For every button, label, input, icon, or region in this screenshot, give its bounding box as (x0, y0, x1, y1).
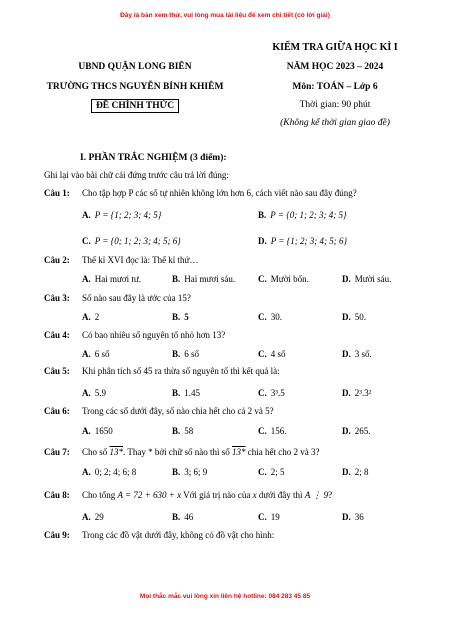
option-c[interactable]: C. 4 số (258, 349, 286, 359)
option-c[interactable]: C. 156. (258, 426, 287, 436)
hotline-banner: Mọi thắc mắc vui lòng xin liên hệ hotline: 084 283 45 85 (139, 593, 311, 600)
option-d[interactable]: D. P = {1; 2; 3; 4; 5; 6} (258, 236, 348, 246)
option-c[interactable]: C. 30. (258, 312, 282, 322)
option-b[interactable]: B. 46 (172, 512, 194, 522)
option-b[interactable]: B. P = {0; 1; 2; 3; 4; 5} (258, 210, 347, 220)
question-1 (44, 188, 357, 198)
question-5: Câu 5: Khi phân tích số 45 ra thừa số nguyên tố thì kết quả là: (44, 366, 280, 376)
subject: Môn: TOÁN – Lớp 6 (292, 82, 378, 92)
option-d[interactable]: D. 2³.3² (342, 388, 372, 398)
question-9: Câu 9: Trong các đồ vật dưới đây, không có đồ vật cho hình: (44, 530, 275, 540)
option-b[interactable]: B. 58 (172, 426, 194, 436)
question-7: Câu 7: Cho số 13*. Thay * bởi chữ số nào thì số 13* chia hết cho 2 và 3? (44, 447, 320, 457)
question-8: Câu 8: Cho tổng A = 72 + 630 + x Với giá trị nào của x dưới đây thì A ⋮ 9? (44, 490, 333, 500)
option-a[interactable]: A. 29 (82, 512, 104, 522)
option-a[interactable]: A. 2 (82, 312, 100, 322)
official-label: ĐỀ CHÍNH THỨC (91, 99, 179, 113)
school-name: TRƯỜNG THCS NGUYỄN BỈNH KHIÊM (46, 82, 224, 92)
question-3: Câu 3: Số nào sau đây là ước của 15? (44, 293, 191, 303)
question-4: Câu 4: Có bao nhiêu số nguyên tố nhỏ hơn 13? (44, 330, 226, 340)
option-a[interactable]: A. 5.9 (82, 388, 106, 398)
option-c[interactable]: C. P = {0; 1; 2; 3; 4; 5; 6} (82, 236, 181, 246)
option-d[interactable]: D. Mười sáu. (342, 274, 392, 284)
option-d[interactable]: D. 36 (342, 512, 364, 522)
option-c[interactable]: C. 2; 5 (258, 467, 285, 477)
option-b[interactable]: B. 5 (172, 312, 189, 322)
option-b[interactable]: B. 1.45 (172, 388, 201, 398)
option-b[interactable]: B. 3; 6; 9 (172, 467, 208, 477)
option-d[interactable]: D. 3 số. (342, 349, 372, 359)
option-b[interactable]: B. 6 số (172, 349, 200, 359)
option-a[interactable]: A. 0; 2; 4; 6; 8 (82, 467, 137, 477)
section-title: I. PHẦN TRẮC NGHIỆM (3 điểm): (80, 153, 227, 163)
option-a[interactable]: A. P = {1; 2; 3; 4; 5} (82, 210, 162, 220)
option-c[interactable]: C. 19 (258, 512, 280, 522)
option-c[interactable]: C. Mười bốn. (258, 274, 309, 284)
school-district: UBND QUẬN LONG BIÊN (78, 62, 192, 72)
question-2: Câu 2: Thế kỉ XVI đọc là: Thế kỉ thứ… (44, 255, 199, 265)
option-b[interactable]: B. Hai mươi sáu. (172, 274, 236, 284)
option-a[interactable]: A. 1650 (82, 426, 113, 436)
duration: Thời gian: 90 phút (299, 100, 371, 110)
duration-note: (Không kể thời gian giao đề) (280, 118, 390, 128)
instruction: Ghi lại vào bài chữ cái đứng trước câu trả lời đúng: (44, 170, 229, 180)
option-a[interactable]: A. 6 số (82, 349, 110, 359)
option-c[interactable]: C. 3³.5 (258, 388, 285, 398)
preview-banner: Đây là bản xem thử, vui lòng mua tài liệu để xem chi tiết (có lời giải) (120, 12, 330, 19)
question-6: Câu 6: Trong các số dưới đây, số nào chia hết cho cả 2 và 5? (44, 406, 274, 416)
question-number: Câu 1: (44, 188, 70, 198)
option-d[interactable]: D. 50. (342, 312, 366, 322)
exam-title: KIỂM TRA GIỮA HỌC KÌ I (272, 42, 398, 53)
option-d[interactable]: D. 265. (342, 426, 371, 436)
school-year: NĂM HỌC 2023 – 2024 (286, 62, 384, 72)
option-d[interactable]: D. 2; 8 (342, 467, 369, 477)
option-a[interactable]: A. Hai mươi tư. (82, 274, 142, 284)
question-text: Cho tập hợp P các số tự nhiên không lớn hơn 6, cách viết nào sau đây đúng? (82, 188, 357, 198)
